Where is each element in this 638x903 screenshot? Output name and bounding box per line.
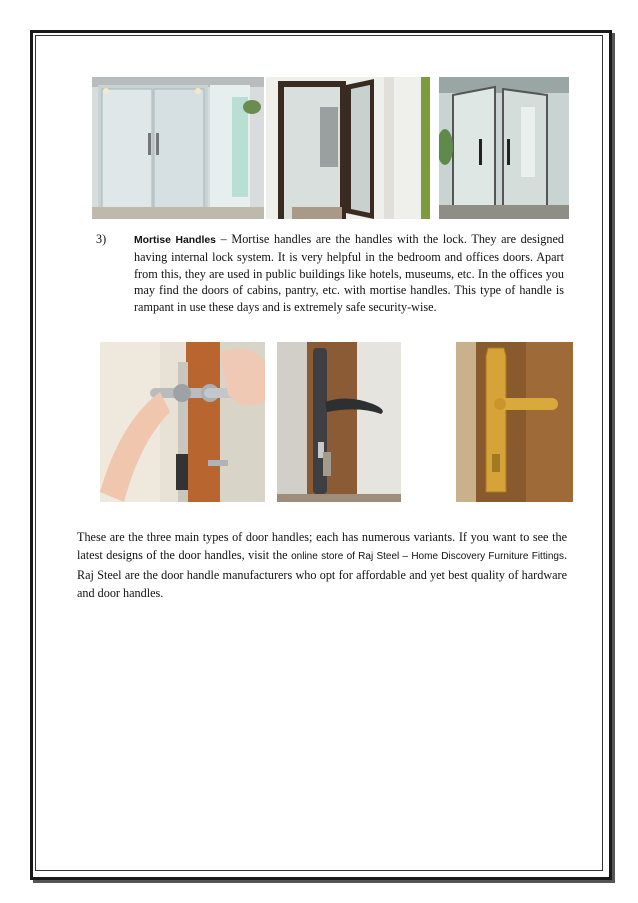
online-store-link[interactable]: online store of Raj Steel – Home Discovery Furniture Fittings bbox=[291, 551, 564, 562]
black-lever-mortise-handle-photo bbox=[277, 342, 401, 502]
hand-turning-mortise-handle-photo bbox=[100, 342, 265, 502]
list-item-body: – Mortise handles are the handles with the lock. They are designed having internal lock system. It is very helpful in the bedroom and offices doors. Apart from this, they are used in public buildings like hotels, museums, etc. In the offices you may find the doors of cabins, pantry, etc. with mortise handles. This type of handle is rampant in use these days and is extremely safe security-wise. bbox=[134, 232, 564, 314]
closing-text-part2: . Raj Steel are the door handle manufacturers who opt for affordable and yet best quality of hardware and door handles. bbox=[77, 548, 567, 600]
list-item-number: 3) bbox=[96, 232, 107, 246]
brass-lever-mortise-handle-photo bbox=[456, 342, 573, 502]
closing-paragraph bbox=[77, 528, 567, 602]
aluminium-glass-double-door-photo bbox=[439, 77, 569, 219]
wooden-frame-glass-door-photo bbox=[266, 77, 430, 219]
list-item-lead: Mortise Handles bbox=[134, 235, 216, 246]
closing-text-part1: These are the three main types of door handles; each has numerous variants. If you want to see the latest designs of the door handles, visit the bbox=[77, 530, 567, 562]
frosted-glass-double-door-photo bbox=[92, 77, 264, 219]
list-item-text bbox=[134, 231, 564, 315]
